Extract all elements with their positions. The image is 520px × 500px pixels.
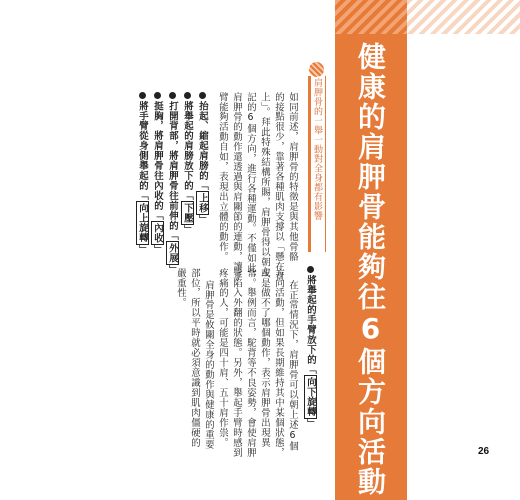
intro-line: 如同前述，肩胛骨的特徵是與其他骨骼 <box>287 92 298 262</box>
bullet-icon <box>307 266 314 273</box>
bullet-icon <box>154 92 161 99</box>
subtitle: 肩胛骨的一舉一動對全身都有影響 <box>312 78 322 221</box>
intro-line: 的接點很少，靠著各種肌肉支撐以「懸在背 <box>273 92 284 282</box>
section-logo-icon <box>309 62 324 77</box>
lower-line: 嚴重性。 <box>175 268 186 308</box>
movement-item: 挺胸，將肩胛骨往內收的「內收」 <box>151 92 163 255</box>
lower-heading: 將舉起的手臂放下的「向下旋轉」 <box>304 266 316 429</box>
bullet-icon <box>199 92 206 99</box>
lower-line: 或是做不了哪個動作，表示肩胛骨出現異 <box>259 268 270 448</box>
lower-line: 骨陷入外翻的狀態。另外，舉起手臂時感到 <box>231 268 242 458</box>
intro-line: 記的6個方向，進行各種運動。不僅如此， <box>245 92 256 284</box>
bullet-icon <box>169 92 176 99</box>
title-stripes <box>335 0 407 34</box>
lower-line: 常。舉例而言，駝背等不良姿勢，會使肩胛 <box>245 268 256 458</box>
lower-line: 肩胛骨是攸關全身的動作與健康的重要 <box>203 280 214 450</box>
lower-line: 部位，所以平時就必須意識到肌肉僵硬的 <box>189 268 200 448</box>
bullet-icon <box>184 92 191 99</box>
intro-line: 上」。拜此特殊結構所賜，肩胛骨得以朝左 <box>259 92 270 278</box>
lower-line: 疼痛的人，可能是四十肩、五十肩作祟。 <box>217 268 228 448</box>
lower-line: 方向活動，但如果長期維持其中某個狀態， <box>273 268 284 458</box>
page-number: 26 <box>478 446 490 457</box>
header-stripe-tail <box>407 0 520 34</box>
movement-item: 打開背部，將肩胛骨往前伸的「外展」 <box>166 92 178 275</box>
movement-item: 抬起、縮起肩膀的「上移」 <box>196 92 208 225</box>
intro-line: 臂能夠活動自如，表現出立體的動作。 <box>217 92 228 262</box>
movement-item: 將手臂從身側舉起的「向上旋轉」 <box>136 92 148 255</box>
bullet-icon <box>139 92 146 99</box>
lower-line: 在正常情況下，肩胛骨可以朝上述6個 <box>287 280 298 452</box>
intro-line: 肩胛骨的動作還透過與肩關節的連動，讓手 <box>231 92 242 282</box>
page-title: 健康的肩胛骨能夠往6個方向活動 <box>354 42 387 497</box>
movement-item: 將舉起的肩膀放下的「下壓」 <box>181 92 193 235</box>
